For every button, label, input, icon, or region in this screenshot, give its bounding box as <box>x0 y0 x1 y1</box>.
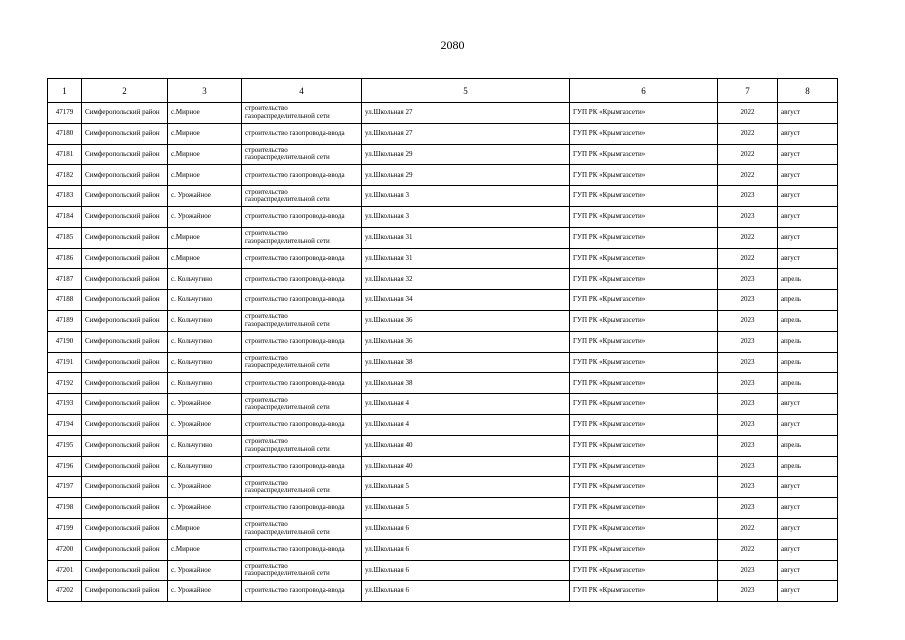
cell-work-type: строительство газопровода-ввода <box>242 269 362 290</box>
cell-month: апрель <box>778 373 838 394</box>
cell-district: Симферопольский район <box>82 165 168 186</box>
cell-number: 47199 <box>48 518 82 539</box>
cell-year: 2023 <box>718 206 778 227</box>
cell-district: Симферопольский район <box>82 144 168 165</box>
table-row <box>48 414 838 435</box>
cell-address: ул.Школьная 40 <box>362 435 570 456</box>
cell-work-type: строительство газопровода-ввода <box>242 206 362 227</box>
cell-settlement: с. Урожайное <box>168 560 242 581</box>
cell-work-type: строительство газопровода-ввода <box>242 581 362 602</box>
table-row <box>48 144 838 165</box>
table-row <box>48 435 838 456</box>
table-row <box>48 103 838 124</box>
cell-number: 47189 <box>48 310 82 331</box>
cell-settlement: с.Мирное <box>168 165 242 186</box>
cell-month: август <box>778 206 838 227</box>
cell-year: 2022 <box>718 539 778 560</box>
cell-number: 47180 <box>48 123 82 144</box>
cell-year: 2022 <box>718 165 778 186</box>
cell-organization: ГУП РК «Крымгазсети» <box>570 123 718 144</box>
cell-number: 47192 <box>48 373 82 394</box>
cell-settlement: с. Кольчугино <box>168 290 242 311</box>
cell-district: Симферопольский район <box>82 477 168 498</box>
column-header: 6 <box>570 79 718 103</box>
cell-number: 47188 <box>48 290 82 311</box>
data-table <box>47 78 838 602</box>
cell-organization: ГУП РК «Крымгазсети» <box>570 206 718 227</box>
cell-work-type: строительство газораспределительной сети <box>242 560 362 581</box>
cell-organization: ГУП РК «Крымгазсети» <box>570 477 718 498</box>
cell-address: ул.Школьная 6 <box>362 539 570 560</box>
table-row <box>48 186 838 207</box>
cell-organization: ГУП РК «Крымгазсети» <box>570 165 718 186</box>
cell-year: 2023 <box>718 269 778 290</box>
cell-organization: ГУП РК «Крымгазсети» <box>570 456 718 477</box>
cell-district: Симферопольский район <box>82 206 168 227</box>
table-row <box>48 352 838 373</box>
cell-address: ул.Школьная 6 <box>362 560 570 581</box>
cell-month: август <box>778 581 838 602</box>
cell-month: август <box>778 186 838 207</box>
cell-district: Симферопольский район <box>82 186 168 207</box>
cell-work-type: строительство газораспределительной сети <box>242 227 362 248</box>
table-row <box>48 498 838 519</box>
cell-address: ул.Школьная 29 <box>362 144 570 165</box>
column-header: 8 <box>778 79 838 103</box>
cell-number: 47179 <box>48 103 82 124</box>
cell-address: ул.Школьная 27 <box>362 103 570 124</box>
cell-number: 47198 <box>48 498 82 519</box>
cell-year: 2023 <box>718 310 778 331</box>
cell-organization: ГУП РК «Крымгазсети» <box>570 269 718 290</box>
table-row <box>48 331 838 352</box>
cell-month: апрель <box>778 352 838 373</box>
cell-organization: ГУП РК «Крымгазсети» <box>570 290 718 311</box>
cell-year: 2022 <box>718 518 778 539</box>
cell-settlement: с. Кольчугино <box>168 269 242 290</box>
cell-settlement: с.Мирное <box>168 248 242 269</box>
cell-organization: ГУП РК «Крымгазсети» <box>570 331 718 352</box>
cell-year: 2023 <box>718 560 778 581</box>
cell-district: Симферопольский район <box>82 518 168 539</box>
cell-organization: ГУП РК «Крымгазсети» <box>570 144 718 165</box>
cell-work-type: строительство газораспределительной сети <box>242 186 362 207</box>
cell-settlement: с. Кольчугино <box>168 456 242 477</box>
cell-district: Симферопольский район <box>82 248 168 269</box>
cell-settlement: с. Кольчугино <box>168 331 242 352</box>
cell-year: 2023 <box>718 394 778 415</box>
cell-number: 47201 <box>48 560 82 581</box>
cell-organization: ГУП РК «Крымгазсети» <box>570 539 718 560</box>
table-row <box>48 394 838 415</box>
cell-organization: ГУП РК «Крымгазсети» <box>570 518 718 539</box>
cell-address: ул.Школьная 40 <box>362 456 570 477</box>
column-header: 2 <box>82 79 168 103</box>
cell-organization: ГУП РК «Крымгазсети» <box>570 373 718 394</box>
cell-year: 2023 <box>718 331 778 352</box>
cell-settlement: с. Кольчугино <box>168 435 242 456</box>
cell-district: Симферопольский район <box>82 560 168 581</box>
cell-district: Симферопольский район <box>82 435 168 456</box>
cell-month: август <box>778 414 838 435</box>
cell-organization: ГУП РК «Крымгазсети» <box>570 310 718 331</box>
cell-year: 2022 <box>718 103 778 124</box>
cell-organization: ГУП РК «Крымгазсети» <box>570 248 718 269</box>
cell-work-type: строительство газораспределительной сети <box>242 394 362 415</box>
cell-organization: ГУП РК «Крымгазсети» <box>570 394 718 415</box>
cell-number: 47184 <box>48 206 82 227</box>
cell-year: 2023 <box>718 352 778 373</box>
cell-organization: ГУП РК «Крымгазсети» <box>570 435 718 456</box>
cell-address: ул.Школьная 34 <box>362 290 570 311</box>
page-number: 2080 <box>440 38 465 52</box>
cell-work-type: строительство газораспределительной сети <box>242 435 362 456</box>
table-row <box>48 206 838 227</box>
cell-year: 2023 <box>718 186 778 207</box>
cell-year: 2022 <box>718 144 778 165</box>
cell-month: август <box>778 539 838 560</box>
cell-work-type: строительство газораспределительной сети <box>242 103 362 124</box>
cell-month: август <box>778 123 838 144</box>
cell-work-type: строительство газопровода-ввода <box>242 539 362 560</box>
cell-address: ул.Школьная 31 <box>362 248 570 269</box>
cell-address: ул.Школьная 27 <box>362 123 570 144</box>
cell-organization: ГУП РК «Крымгазсети» <box>570 352 718 373</box>
table-row <box>48 165 838 186</box>
cell-district: Симферопольский район <box>82 103 168 124</box>
cell-district: Симферопольский район <box>82 352 168 373</box>
cell-district: Симферопольский район <box>82 227 168 248</box>
column-header: 1 <box>48 79 82 103</box>
cell-address: ул.Школьная 36 <box>362 331 570 352</box>
cell-work-type: строительство газопровода-ввода <box>242 456 362 477</box>
cell-settlement: с.Мирное <box>168 518 242 539</box>
cell-settlement: с.Мирное <box>168 123 242 144</box>
cell-work-type: строительство газопровода-ввода <box>242 373 362 394</box>
cell-settlement: с. Урожайное <box>168 477 242 498</box>
cell-settlement: с.Мирное <box>168 539 242 560</box>
cell-organization: ГУП РК «Крымгазсети» <box>570 498 718 519</box>
cell-settlement: с.Мирное <box>168 227 242 248</box>
cell-address: ул.Школьная 5 <box>362 477 570 498</box>
cell-work-type: строительство газопровода-ввода <box>242 414 362 435</box>
cell-district: Симферопольский район <box>82 373 168 394</box>
table-row <box>48 123 838 144</box>
cell-work-type: строительство газораспределительной сети <box>242 352 362 373</box>
cell-work-type: строительство газораспределительной сети <box>242 144 362 165</box>
cell-address: ул.Школьная 29 <box>362 165 570 186</box>
table-row <box>48 290 838 311</box>
cell-settlement: с.Мирное <box>168 103 242 124</box>
cell-settlement: с. Урожайное <box>168 206 242 227</box>
cell-district: Симферопольский район <box>82 498 168 519</box>
cell-work-type: строительство газораспределительной сети <box>242 518 362 539</box>
cell-month: август <box>778 394 838 415</box>
cell-number: 47202 <box>48 581 82 602</box>
cell-month: август <box>778 498 838 519</box>
cell-address: ул.Школьная 38 <box>362 373 570 394</box>
cell-month: август <box>778 103 838 124</box>
table-row <box>48 560 838 581</box>
cell-organization: ГУП РК «Крымгазсети» <box>570 227 718 248</box>
cell-district: Симферопольский район <box>82 394 168 415</box>
cell-district: Симферопольский район <box>82 290 168 311</box>
cell-organization: ГУП РК «Крымгазсети» <box>570 581 718 602</box>
cell-month: август <box>778 144 838 165</box>
cell-work-type: строительство газопровода-ввода <box>242 123 362 144</box>
cell-organization: ГУП РК «Крымгазсети» <box>570 103 718 124</box>
cell-month: август <box>778 477 838 498</box>
cell-year: 2023 <box>718 435 778 456</box>
cell-month: апрель <box>778 456 838 477</box>
cell-address: ул.Школьная 3 <box>362 206 570 227</box>
cell-settlement: с. Кольчугино <box>168 310 242 331</box>
cell-month: апрель <box>778 331 838 352</box>
cell-year: 2023 <box>718 290 778 311</box>
table-row <box>48 581 838 602</box>
cell-district: Симферопольский район <box>82 269 168 290</box>
table-row <box>48 248 838 269</box>
cell-year: 2023 <box>718 373 778 394</box>
cell-settlement: с. Урожайное <box>168 581 242 602</box>
cell-settlement: с. Урожайное <box>168 186 242 207</box>
cell-work-type: строительство газопровода-ввода <box>242 165 362 186</box>
cell-address: ул.Школьная 5 <box>362 498 570 519</box>
cell-number: 47191 <box>48 352 82 373</box>
cell-number: 47181 <box>48 144 82 165</box>
cell-year: 2023 <box>718 581 778 602</box>
table-row <box>48 310 838 331</box>
cell-year: 2022 <box>718 227 778 248</box>
cell-number: 47200 <box>48 539 82 560</box>
cell-address: ул.Школьная 31 <box>362 227 570 248</box>
table-row <box>48 456 838 477</box>
cell-organization: ГУП РК «Крымгазсети» <box>570 414 718 435</box>
table-row <box>48 539 838 560</box>
cell-address: ул.Школьная 36 <box>362 310 570 331</box>
cell-number: 47186 <box>48 248 82 269</box>
cell-district: Симферопольский район <box>82 123 168 144</box>
cell-month: август <box>778 165 838 186</box>
cell-address: ул.Школьная 38 <box>362 352 570 373</box>
column-header: 7 <box>718 79 778 103</box>
cell-month: август <box>778 248 838 269</box>
cell-year: 2023 <box>718 456 778 477</box>
cell-settlement: с. Кольчугино <box>168 373 242 394</box>
cell-address: ул.Школьная 4 <box>362 414 570 435</box>
cell-year: 2022 <box>718 123 778 144</box>
cell-district: Симферопольский район <box>82 331 168 352</box>
table-row <box>48 227 838 248</box>
cell-year: 2022 <box>718 248 778 269</box>
cell-year: 2023 <box>718 414 778 435</box>
cell-number: 47197 <box>48 477 82 498</box>
cell-settlement: с.Мирное <box>168 144 242 165</box>
cell-district: Симферопольский район <box>82 456 168 477</box>
cell-number: 47183 <box>48 186 82 207</box>
cell-organization: ГУП РК «Крымгазсети» <box>570 186 718 207</box>
table-row <box>48 373 838 394</box>
cell-address: ул.Школьная 6 <box>362 581 570 602</box>
table-row <box>48 477 838 498</box>
cell-number: 47187 <box>48 269 82 290</box>
cell-settlement: с. Урожайное <box>168 394 242 415</box>
cell-number: 47195 <box>48 435 82 456</box>
cell-address: ул.Школьная 6 <box>362 518 570 539</box>
cell-address: ул.Школьная 3 <box>362 186 570 207</box>
cell-month: апрель <box>778 269 838 290</box>
column-header: 4 <box>242 79 362 103</box>
cell-work-type: строительство газопровода-ввода <box>242 331 362 352</box>
cell-month: апрель <box>778 290 838 311</box>
cell-month: август <box>778 560 838 581</box>
cell-month: август <box>778 518 838 539</box>
cell-number: 47196 <box>48 456 82 477</box>
cell-district: Симферопольский район <box>82 581 168 602</box>
cell-work-type: строительство газопровода-ввода <box>242 498 362 519</box>
cell-number: 47190 <box>48 331 82 352</box>
cell-settlement: с. Урожайное <box>168 498 242 519</box>
cell-work-type: строительство газораспределительной сети <box>242 477 362 498</box>
cell-settlement: с. Урожайное <box>168 414 242 435</box>
cell-work-type: строительство газопровода-ввода <box>242 290 362 311</box>
column-header: 3 <box>168 79 242 103</box>
cell-number: 47185 <box>48 227 82 248</box>
cell-year: 2023 <box>718 498 778 519</box>
cell-number: 47193 <box>48 394 82 415</box>
cell-organization: ГУП РК «Крымгазсети» <box>570 560 718 581</box>
cell-month: август <box>778 227 838 248</box>
cell-work-type: строительство газопровода-ввода <box>242 248 362 269</box>
table-body <box>48 103 838 602</box>
cell-year: 2023 <box>718 477 778 498</box>
cell-number: 47182 <box>48 165 82 186</box>
cell-address: ул.Школьная 4 <box>362 394 570 415</box>
cell-month: апрель <box>778 310 838 331</box>
cell-district: Симферопольский район <box>82 414 168 435</box>
column-header: 5 <box>362 79 570 103</box>
cell-settlement: с. Кольчугино <box>168 352 242 373</box>
cell-number: 47194 <box>48 414 82 435</box>
cell-work-type: строительство газораспределительной сети <box>242 310 362 331</box>
cell-district: Симферопольский район <box>82 539 168 560</box>
table-row <box>48 269 838 290</box>
cell-district: Симферопольский район <box>82 310 168 331</box>
header-row <box>48 79 838 103</box>
table-row <box>48 518 838 539</box>
cell-address: ул.Школьная 32 <box>362 269 570 290</box>
cell-month: апрель <box>778 435 838 456</box>
